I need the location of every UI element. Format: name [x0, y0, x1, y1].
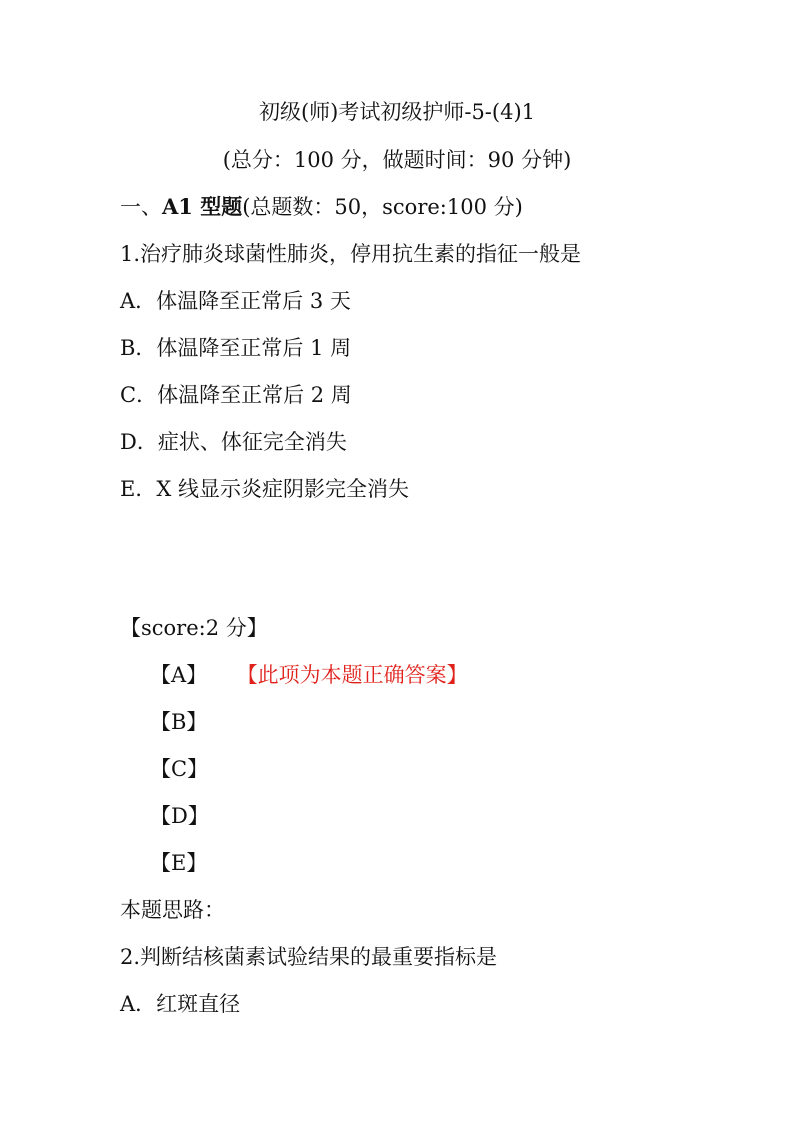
document-subtitle: (总分：100 分，做题时间：90 分钟)	[222, 148, 572, 172]
answer-slot-c: 【C】	[150, 757, 209, 781]
answer-slot-e: 【E】	[150, 851, 208, 875]
section-type-label: A1 型题	[162, 194, 243, 219]
answer-slot-a-label: 【A】	[150, 663, 208, 687]
option-e: E．X 线显示炎症阴影完全消失	[120, 477, 409, 501]
answer-slot-b: 【B】	[150, 710, 208, 734]
question-stem: 1.治疗肺炎球菌性肺炎，停用抗生素的指征一般是	[120, 242, 582, 266]
option-a: A．红斑直径	[120, 992, 241, 1016]
answer-slot-a	[150, 660, 468, 690]
section-prefix: 一、	[120, 195, 162, 219]
question-stem: 2.判断结核菌素试验结果的最重要指标是	[120, 945, 498, 969]
analysis-label: 本题思路：	[120, 898, 225, 922]
correct-answer-note: 【此项为本题正确答案】	[247, 663, 468, 687]
document-title: 初级(师)考试初级护师-5-(4)1	[258, 100, 536, 124]
section-header	[120, 192, 523, 222]
option-d: D．症状、体征完全消失	[120, 430, 347, 454]
question-score: 【score:2 分】	[120, 616, 268, 640]
section-info: (总题数：50，score:100 分)	[242, 195, 523, 219]
answer-slot-d: 【D】	[150, 804, 209, 828]
option-c: C．体温降至正常后 2 周	[120, 383, 352, 407]
option-b: B．体温降至正常后 1 周	[120, 336, 352, 360]
option-a: A．体温降至正常后 3 天	[120, 289, 351, 313]
